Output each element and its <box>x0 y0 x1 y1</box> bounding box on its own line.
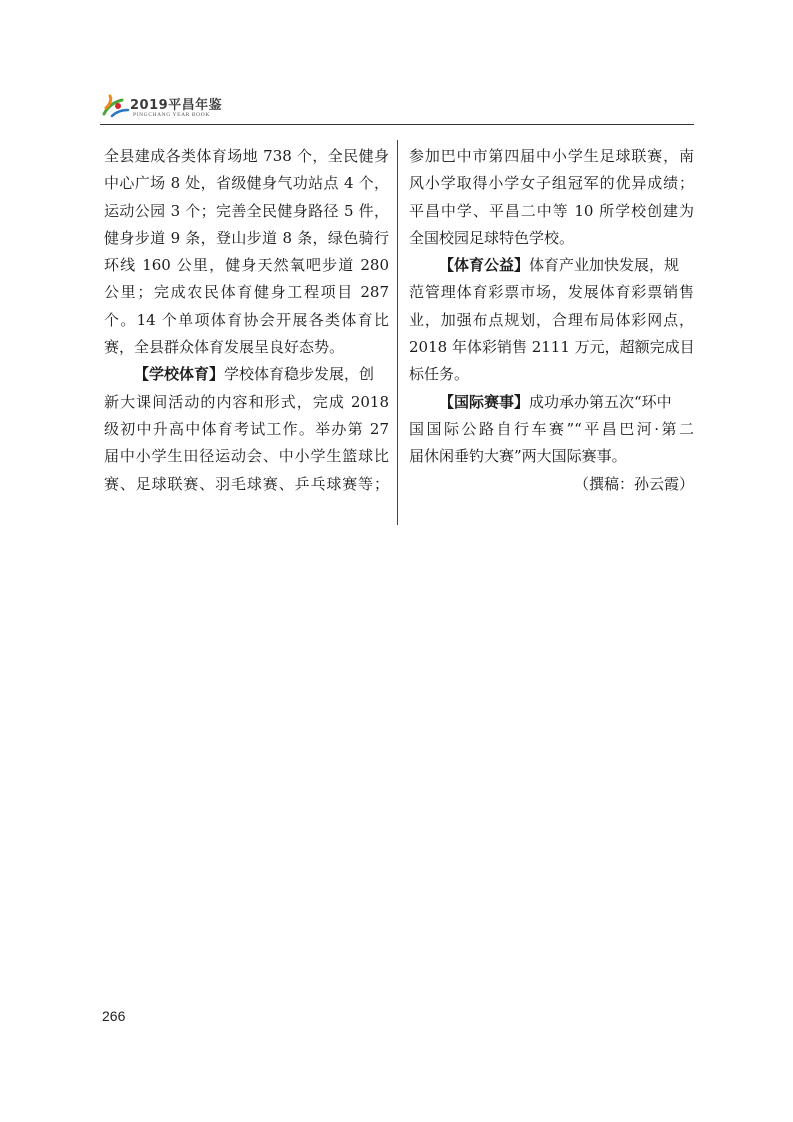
text-run: 成功承办第五次“环中 <box>529 392 672 411</box>
text-line: 全县建成各类体育场地 738 个，全民健身 <box>104 147 389 165</box>
text-run: 体育产业加快发展，规 <box>529 256 680 275</box>
header-rule <box>100 124 694 125</box>
section-heading-school-sports: 【学校体育】 <box>134 365 225 384</box>
left-column <box>104 143 389 498</box>
text-line: 参加巴中市第四届中小学生足球联赛，南 <box>409 147 694 165</box>
yearbook-subtitle: PINGCHANG YEAR BOOK <box>133 112 210 118</box>
text-line: 2018 年体彩销售 2111 万元，超额完成目 <box>409 338 695 357</box>
yearbook-logo-icon <box>100 94 130 120</box>
text-line: 新大课间活动的内容和形式，完成 2018 <box>104 392 389 411</box>
section-school-sports-first-line <box>104 361 389 388</box>
text-line: 全国校园足球特色学校。 <box>409 228 575 247</box>
right-column <box>409 143 694 498</box>
text-line: 健身步道 9 条，登山步道 8 条，绿色骑行 <box>104 228 389 247</box>
text-line: 个。14 个单项体育协会开展各类体育比 <box>104 310 389 329</box>
text-line: 赛，全县群众体育发展呈良好态势。 <box>104 338 345 357</box>
text-line: 届休闲垂钓大赛”两大国际赛事。 <box>409 447 627 466</box>
column-divider <box>397 140 398 525</box>
author-credit: （撰稿：孙云霞） <box>573 474 694 493</box>
text-line: 运动公园 3 个；完善全民健身路径 5 件， <box>104 201 389 220</box>
text-line: 国国际公路自行车赛”“平昌巴河·第二 <box>409 419 694 438</box>
text-line: 赛、足球联赛、羽毛球赛、乒乓球赛等； <box>104 474 389 493</box>
text-line: 范管理体育彩票市场，发展体育彩票销售 <box>409 283 694 302</box>
yearbook-title: 2019平昌年鉴 <box>130 98 223 113</box>
text-line: 公里；完成农民体育健身工程项目 287 <box>104 283 389 302</box>
section-sports-welfare-first-line <box>409 252 694 279</box>
text-line: 中心广场 8 处，省级健身气功站点 4 个， <box>104 174 389 193</box>
text-line: 级初中升高中体育考试工作。举办第 27 <box>104 419 389 438</box>
section-heading-sports-welfare: 【体育公益】 <box>439 256 530 275</box>
page-number: 266 <box>102 1008 126 1024</box>
text-line: 风小学取得小学女子组冠军的优异成绩； <box>409 174 694 193</box>
section-heading-international-events: 【国际赛事】 <box>439 392 530 411</box>
text-line: 环线 160 公里，健身天然氧吧步道 280 <box>104 256 389 275</box>
text-line: 业，加强布点规划，合理布局体彩网点， <box>409 310 694 329</box>
text-run: 学校体育稳步发展，创 <box>224 365 375 384</box>
text-line: 届中小学生田径运动会、中小学生篮球比 <box>104 447 389 466</box>
text-line: 平昌中学、平昌二中等 10 所学校创建为 <box>409 201 694 220</box>
text-line: 标任务。 <box>409 365 470 384</box>
page-header <box>100 88 694 128</box>
section-international-events-first-line <box>409 389 694 416</box>
